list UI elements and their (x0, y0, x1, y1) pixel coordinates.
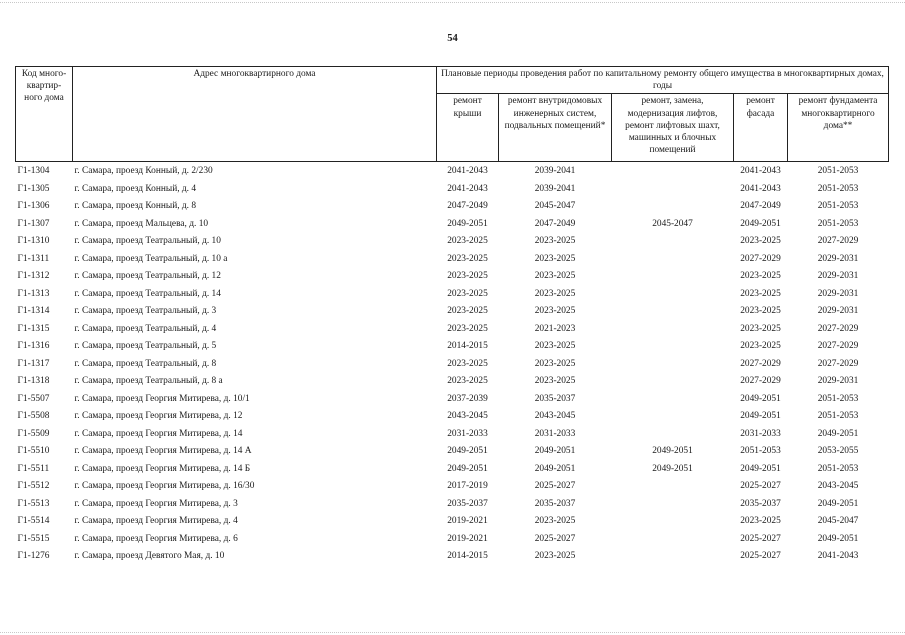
cell-lifts (612, 302, 734, 320)
cell-facade: 2023-2025 (740, 288, 781, 299)
table-row (16, 442, 889, 460)
cell-systems: 2023-2025 (534, 551, 576, 562)
cell-address: г. Самара, проезд Театральный, д. 10 а (74, 253, 228, 264)
cell-code: Г1-5512 (17, 481, 50, 492)
table-row (16, 267, 889, 285)
table-row (16, 302, 889, 320)
cell-facade: 2051-2053 (740, 446, 781, 457)
header-roof: ремонт крыши (437, 94, 499, 162)
cell-facade: 2025-2027 (740, 533, 781, 544)
cell-code: Г1-5515 (17, 533, 50, 544)
cell-lifts (612, 547, 734, 565)
cell-lifts (612, 267, 734, 285)
cell-facade: 2049-2051 (740, 393, 781, 404)
cell-lifts (612, 197, 734, 215)
cell-code: Г1-5510 (17, 446, 50, 457)
cell-code: Г1-5511 (17, 463, 50, 474)
cell-facade: 2049-2051 (740, 411, 781, 422)
cell-roof: 2049-2051 (447, 218, 488, 229)
cell-facade: 2049-2051 (740, 463, 781, 474)
header-systems: ремонт внутридомовых инженерных систем, подвальных помещений* (499, 94, 612, 162)
table-row (16, 530, 889, 548)
cell-facade: 2027-2029 (740, 358, 781, 369)
page-number: 54 (447, 33, 458, 44)
table-row (16, 425, 889, 443)
cell-foundation: 2051-2053 (817, 218, 859, 229)
cell-lifts (612, 285, 734, 303)
cell-lifts (612, 355, 734, 373)
cell-foundation: 2027-2029 (817, 341, 859, 352)
cell-code: Г1-5508 (17, 411, 50, 422)
cell-systems: 2043-2045 (534, 411, 576, 422)
cell-lifts (612, 512, 734, 530)
cell-address: г. Самара, проезд Георгия Митирева, д. 10/1 (74, 393, 250, 404)
cell-roof: 2023-2025 (447, 306, 488, 317)
cell-foundation: 2041-2043 (817, 551, 859, 562)
cell-foundation: 2049-2051 (817, 428, 859, 439)
cell-roof: 2023-2025 (447, 288, 488, 299)
table-row (16, 250, 889, 268)
cell-code: Г1-1306 (17, 201, 50, 212)
cell-code: Г1-1311 (17, 253, 50, 264)
cell-systems: 2049-2051 (534, 463, 576, 474)
cell-foundation: 2051-2053 (817, 463, 859, 474)
table-row (16, 547, 889, 565)
table-body (16, 162, 889, 565)
table-row (16, 460, 889, 478)
cell-foundation: 2051-2053 (817, 166, 859, 177)
cell-address: г. Самара, проезд Театральный, д. 3 (74, 306, 217, 317)
cell-address: г. Самара, проезд Конный, д. 4 (74, 183, 197, 194)
cell-foundation: 2051-2053 (817, 393, 859, 404)
cell-roof: 2023-2025 (447, 271, 488, 282)
cell-systems: 2049-2051 (534, 446, 576, 457)
cell-foundation: 2051-2053 (817, 411, 859, 422)
table-row (16, 162, 889, 180)
cell-systems: 2023-2025 (534, 253, 576, 264)
table-row (16, 180, 889, 198)
cell-lifts (612, 162, 734, 180)
header-address: Адрес многоквартирного дома (73, 67, 437, 162)
cell-address: г. Самара, проезд Георгия Митирева, д. 14 Б (74, 463, 251, 474)
cell-systems: 2023-2025 (534, 516, 576, 527)
cell-address: г. Самара, проезд Конный, д. 8 (74, 201, 197, 212)
cell-code: Г1-1316 (17, 341, 50, 352)
cell-foundation: 2049-2051 (817, 498, 859, 509)
cell-roof: 2023-2025 (447, 253, 488, 264)
cell-foundation: 2027-2029 (817, 323, 859, 334)
cell-address: г. Самара, проезд Георгия Митирева, д. 3 (74, 498, 238, 509)
cell-lifts: 2045-2047 (652, 218, 693, 229)
cell-roof: 2049-2051 (447, 446, 488, 457)
cell-address: г. Самара, проезд Театральный, д. 8 (74, 358, 217, 369)
cell-facade: 2025-2027 (740, 551, 781, 562)
cell-address: г. Самара, проезд Мальцева, д. 10 (74, 218, 209, 229)
cell-address: г. Самара, проезд Конный, д. 2/230 (74, 166, 213, 177)
cell-systems: 2023-2025 (534, 341, 576, 352)
cell-roof: 2035-2037 (447, 498, 488, 509)
cell-code: Г1-1307 (17, 218, 50, 229)
header-foundation: ремонт фундамента многоквартирного дома** (788, 94, 889, 162)
cell-address: г. Самара, проезд Девятого Мая, д. 10 (74, 551, 225, 562)
cell-facade: 2035-2037 (740, 498, 781, 509)
cell-systems: 2023-2025 (534, 271, 576, 282)
cell-lifts (612, 232, 734, 250)
cell-foundation: 2027-2029 (817, 236, 859, 247)
cell-systems: 2035-2037 (534, 393, 576, 404)
cell-systems: 2039-2041 (534, 166, 576, 177)
cell-lifts (612, 495, 734, 513)
cell-lifts (612, 180, 734, 198)
cell-facade: 2041-2043 (740, 166, 781, 177)
cell-roof: 2041-2043 (447, 183, 488, 194)
header-code: Код много-квартир-ного дома (16, 67, 73, 162)
cell-roof: 2023-2025 (447, 358, 488, 369)
cell-code: Г1-1312 (17, 271, 50, 282)
cell-code: Г1-1276 (17, 551, 50, 562)
cell-lifts (612, 337, 734, 355)
cell-roof: 2047-2049 (447, 201, 488, 212)
cell-address: г. Самара, проезд Театральный, д. 5 (74, 341, 217, 352)
repair-schedule-table (15, 66, 889, 565)
cell-roof: 2037-2039 (447, 393, 488, 404)
table-row (16, 355, 889, 373)
cell-facade: 2041-2043 (740, 183, 781, 194)
cell-roof: 2041-2043 (447, 166, 488, 177)
table-row (16, 320, 889, 338)
cell-foundation: 2029-2031 (817, 376, 859, 387)
cell-foundation: 2053-2055 (817, 446, 859, 457)
cell-systems: 2025-2027 (534, 533, 576, 544)
cell-roof: 2043-2045 (447, 411, 488, 422)
cell-code: Г1-1310 (17, 236, 50, 247)
cell-address: г. Самара, проезд Георгия Митирева, д. 6 (74, 533, 238, 544)
cell-lifts (612, 425, 734, 443)
cell-lifts (612, 390, 734, 408)
cell-facade: 2047-2049 (740, 201, 781, 212)
scan-top-edge (0, 2, 905, 3)
cell-foundation: 2051-2053 (817, 201, 859, 212)
table-row (16, 337, 889, 355)
cell-address: г. Самара, проезд Георгия Митирева, д. 16/30 (74, 481, 255, 492)
cell-lifts: 2049-2051 (652, 463, 693, 474)
cell-roof: 2031-2033 (447, 428, 488, 439)
cell-systems: 2031-2033 (534, 428, 576, 439)
header-row-top (16, 67, 889, 94)
cell-code: Г1-5507 (17, 393, 50, 404)
cell-facade: 2023-2025 (740, 306, 781, 317)
cell-foundation: 2027-2029 (817, 358, 859, 369)
table-row (16, 407, 889, 425)
cell-code: Г1-5514 (17, 516, 50, 527)
cell-foundation: 2043-2045 (817, 481, 859, 492)
cell-lifts (612, 407, 734, 425)
cell-address: г. Самара, проезд Театральный, д. 8 а (74, 376, 223, 387)
cell-facade: 2023-2025 (740, 271, 781, 282)
cell-roof: 2014-2015 (447, 341, 488, 352)
cell-address: г. Самара, проезд Театральный, д. 12 (74, 271, 221, 282)
table-row (16, 232, 889, 250)
table-row (16, 512, 889, 530)
header-facade: ремонт фасада (734, 94, 788, 162)
cell-lifts (612, 372, 734, 390)
cell-roof: 2014-2015 (447, 551, 488, 562)
cell-lifts (612, 530, 734, 548)
cell-facade: 2025-2027 (740, 481, 781, 492)
header-planned-periods: Плановые периоды проведения работ по капитальному ремонту общего имущества в многоквартирных домах, годы (437, 67, 889, 94)
table-row (16, 197, 889, 215)
cell-address: г. Самара, проезд Георгия Митирева, д. 4 (74, 516, 238, 527)
cell-code: Г1-5513 (17, 498, 50, 509)
cell-systems: 2039-2041 (534, 183, 576, 194)
cell-roof: 2017-2019 (447, 481, 488, 492)
cell-facade: 2023-2025 (740, 341, 781, 352)
cell-lifts (612, 250, 734, 268)
cell-code: Г1-1304 (17, 166, 50, 177)
cell-lifts (612, 320, 734, 338)
scan-bottom-edge (0, 632, 905, 633)
cell-address: г. Самара, проезд Георгия Митирева, д. 14 А (74, 446, 252, 457)
cell-systems: 2023-2025 (534, 288, 576, 299)
cell-roof: 2019-2021 (447, 533, 488, 544)
cell-facade: 2031-2033 (740, 428, 781, 439)
cell-address: г. Самара, проезд Георгия Митирева, д. 14 (74, 428, 243, 439)
cell-code: Г1-1315 (17, 323, 50, 334)
cell-systems: 2025-2027 (534, 481, 576, 492)
cell-systems: 2023-2025 (534, 306, 576, 317)
cell-systems: 2045-2047 (534, 201, 576, 212)
cell-address: г. Самара, проезд Георгия Митирева, д. 12 (74, 411, 243, 422)
cell-foundation: 2029-2031 (817, 271, 859, 282)
cell-roof: 2023-2025 (447, 323, 488, 334)
cell-code: Г1-1313 (17, 288, 50, 299)
cell-foundation: 2029-2031 (817, 288, 859, 299)
cell-code: Г1-5509 (17, 428, 50, 439)
cell-lifts (612, 477, 734, 495)
cell-foundation: 2029-2031 (817, 253, 859, 264)
cell-systems: 2021-2023 (534, 323, 576, 334)
cell-roof: 2023-2025 (447, 236, 488, 247)
cell-roof: 2023-2025 (447, 376, 488, 387)
cell-roof: 2049-2051 (447, 463, 488, 474)
table-row (16, 495, 889, 513)
cell-code: Г1-1314 (17, 306, 50, 317)
cell-address: г. Самара, проезд Театральный, д. 14 (74, 288, 221, 299)
cell-roof: 2019-2021 (447, 516, 488, 527)
cell-code: Г1-1305 (17, 183, 50, 194)
cell-facade: 2023-2025 (740, 516, 781, 527)
cell-foundation: 2049-2051 (817, 533, 859, 544)
table-row (16, 215, 889, 233)
cell-facade: 2023-2025 (740, 323, 781, 334)
cell-foundation: 2051-2053 (817, 183, 859, 194)
cell-facade: 2023-2025 (740, 236, 781, 247)
table-row (16, 372, 889, 390)
cell-code: Г1-1317 (17, 358, 50, 369)
cell-address: г. Самара, проезд Театральный, д. 4 (74, 323, 217, 334)
cell-systems: 2023-2025 (534, 376, 576, 387)
cell-facade: 2027-2029 (740, 376, 781, 387)
cell-systems: 2047-2049 (534, 218, 576, 229)
cell-code: Г1-1318 (17, 376, 50, 387)
cell-systems: 2023-2025 (534, 236, 576, 247)
cell-foundation: 2045-2047 (817, 516, 859, 527)
cell-facade: 2027-2029 (740, 253, 781, 264)
cell-foundation: 2029-2031 (817, 306, 859, 317)
table-row (16, 285, 889, 303)
table-row (16, 390, 889, 408)
cell-facade: 2049-2051 (740, 218, 781, 229)
table-row (16, 477, 889, 495)
cell-address: г. Самара, проезд Театральный, д. 10 (74, 236, 221, 247)
cell-systems: 2023-2025 (534, 358, 576, 369)
cell-lifts: 2049-2051 (652, 446, 693, 457)
cell-systems: 2035-2037 (534, 498, 576, 509)
header-lifts: ремонт, замена, модернизация лифтов, ремонт лифтовых шахт, машинных и блочных помещений (612, 94, 734, 162)
